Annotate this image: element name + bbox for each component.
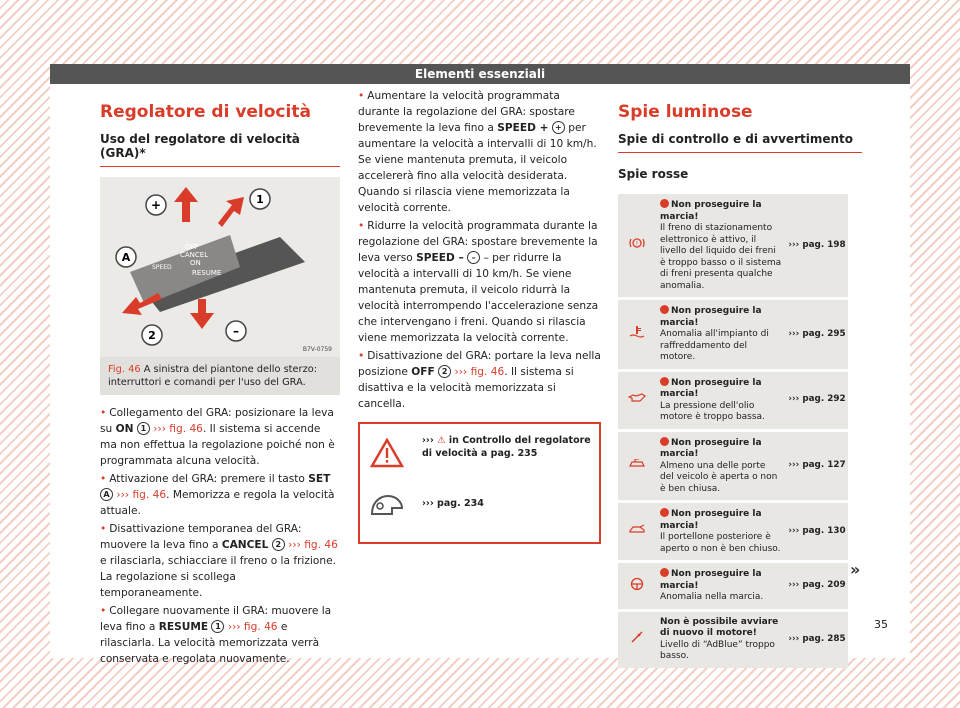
figure-code: B7V-0759 <box>302 346 332 353</box>
a-marker-text: A <box>121 251 131 264</box>
left-column <box>100 88 340 669</box>
ref-marker: 2 <box>272 538 285 551</box>
figure-caption-text: A sinistra del piantone dello sterzo: interruttori e comandi per l'uso del GRA. <box>108 364 318 388</box>
section-subtitle: Spie di controllo e di avvertimento <box>618 132 862 153</box>
door-open-icon <box>618 432 656 501</box>
page-reference[interactable]: ››› pag. 295 <box>786 300 848 369</box>
svg-text:!: ! <box>635 240 639 248</box>
stalk-on-label: ON <box>190 259 201 267</box>
table-title: Spie rosse <box>618 167 689 181</box>
middle-column <box>358 88 601 544</box>
page-number: 35 <box>874 618 888 631</box>
ref-marker: 2 <box>438 365 451 378</box>
ref-marker: + <box>552 121 565 134</box>
table-row: Non proseguire la marcia! Il portellone posteriore è aperto o non è ben chiuso. ››› pag. 130 <box>618 503 848 560</box>
arrow-up-right <box>218 197 244 227</box>
oil-pressure-icon <box>618 372 656 429</box>
warning-triangle-icon <box>370 438 404 468</box>
page-reference[interactable]: ››› pag. 198 <box>786 194 848 297</box>
adblue-icon <box>618 612 656 668</box>
tailgate-open-icon <box>618 503 656 560</box>
figure-caption-ref: Fig. 46 <box>108 364 141 375</box>
section-title: Spie luminose <box>618 102 753 122</box>
note-reference[interactable]: ››› pag. 234 <box>422 498 484 509</box>
running-header: Elementi essenziali <box>50 64 910 84</box>
ref-marker: 1 <box>137 422 150 435</box>
warning-lamps-table <box>618 191 848 671</box>
table-row: Non proseguire la marcia! La pressione dell'olio motore è troppo bassa. ››› pag. 292 <box>618 372 848 429</box>
table-row: Non è possibile avviare di nuovo il motore! Livello di “AdBlue” troppo basso. ››› pag. 285 <box>618 612 848 668</box>
one-marker-text: 1 <box>256 193 264 206</box>
bullet-paragraph: • Collegamento del GRA: posizionare la leva su ON 1 ››› fig. 46. Il sistema si accende ma non effettua la regolazione poiché non è programmata alcuna velocità. <box>100 407 335 467</box>
figure-link[interactable]: ››› fig. 46 <box>288 539 338 551</box>
stalk-speed-label: SPEED <box>152 264 172 271</box>
table-row: Non proseguire la marcia! Anomalia nella marcia. ››› pag. 209 <box>618 563 848 609</box>
plus-marker-text: + <box>150 198 162 212</box>
figure-link[interactable]: ››› fig. 46 <box>454 366 505 378</box>
bullet-paragraph: • Ridurre la velocità programmata durante la regolazione del GRA: spostare brevemente la leva verso SPEED – – – per ridurre la velocità a intervalli di 10 km/h. Se viene mantenuta premuta, il veicolo ridurrà la velocità interrompendo l'accelerazione senza che intervengano i freni. Quando si rilascia viene memorizzata la velocità corrente. <box>358 220 599 344</box>
ref-marker: 1 <box>211 620 224 633</box>
section-title: Regolatore di velocità <box>100 102 311 122</box>
environment-note-icon <box>368 490 406 520</box>
figure-link[interactable]: ››› fig. 46 <box>153 423 203 435</box>
stalk-illustration <box>100 177 340 357</box>
bullet-paragraph: • Attivazione del GRA: premere il tasto SET A ››› fig. 46. Memorizza e regola la velocità attuale. <box>100 473 335 517</box>
figure-link[interactable]: ››› fig. 46 <box>116 489 167 501</box>
bullet-paragraph: • Aumentare la velocità programmata durante la regolazione del GRA: spostare brevemente la leva fino a SPEED + + per aumentare la velocità a intervalli di 10 km/h. Se viene mantenuta premuta, il veicolo accelererà fino alla velocità desiderata. Quando si rilascia viene memorizzata la velocità corrente. <box>358 90 597 214</box>
page-reference[interactable]: ››› pag. 130 <box>786 503 848 560</box>
figure-link[interactable]: ››› fig. 46 <box>227 621 278 633</box>
figure-46 <box>100 177 340 357</box>
warning-box <box>358 422 601 544</box>
warning-inline-icon: ⚠ <box>437 435 446 446</box>
table-row: Non proseguire la marcia! Anomalia all'impianto di raffreddamento del motore. ››› pag. 295 <box>618 300 848 369</box>
steering-fault-icon <box>618 563 656 609</box>
brake-warning-icon <box>618 194 656 297</box>
page-reference[interactable]: ››› pag. 285 <box>786 612 848 668</box>
page-reference[interactable]: ››› pag. 292 <box>786 372 848 429</box>
section-subtitle: Uso del regolatore di velocità (GRA)* <box>100 132 340 167</box>
stalk-resume-label: RESUME <box>192 269 222 277</box>
ref-marker: A <box>100 488 113 501</box>
bullet-paragraph: • Collegare nuovamente il GRA: muovere la leva fino a RESUME 1 ››› fig. 46 e rilasciarla. La velocità memorizzata verrà conservata e regolata nuovamente. <box>100 605 332 665</box>
continue-mark: » <box>850 560 861 579</box>
table-row: Non proseguire la marcia! Almeno una delle porte del veicolo è aperta o non è ben chiusa. ››› pag. 127 <box>618 432 848 501</box>
table-row: ! Non proseguire la marcia! Il freno di stazionamento elettronico è attivo, il livello del liquido dei freni è troppo basso o il sistema di freni presenta qualche anomalia. ››› pag. 198 <box>618 194 848 297</box>
warning-text: ››› ⚠ in Controllo del regolatore di velocità a pag. 235 <box>422 435 591 459</box>
figure-caption <box>100 357 340 395</box>
right-column <box>618 88 862 671</box>
stalk-cancel-label: CANCEL <box>180 251 209 259</box>
bullet-paragraph: • Disattivazione temporanea del GRA: muovere la leva fino a CANCEL 2 ››› fig. 46 e rilasciarla, schiacciare il freno o la frizione. La regolazione si scollega temporaneamente. <box>100 523 338 599</box>
arrow-up-plus <box>174 187 198 222</box>
minus-marker-text: – <box>233 324 239 338</box>
page-reference[interactable]: ››› pag. 127 <box>786 432 848 501</box>
ref-marker: – <box>467 251 480 264</box>
arrow-down-minus <box>190 299 214 329</box>
bullet-paragraph: • Disattivazione del GRA: portare la leva nella posizione OFF 2 ››› fig. 46. Il sistema si disattiva e la velocità memorizzata si cancella. <box>358 350 601 410</box>
stalk-off-label: OFF <box>185 243 199 251</box>
two-marker-text: 2 <box>148 329 156 342</box>
coolant-temperature-icon <box>618 300 656 369</box>
page-reference[interactable]: ››› pag. 209 <box>786 563 848 609</box>
